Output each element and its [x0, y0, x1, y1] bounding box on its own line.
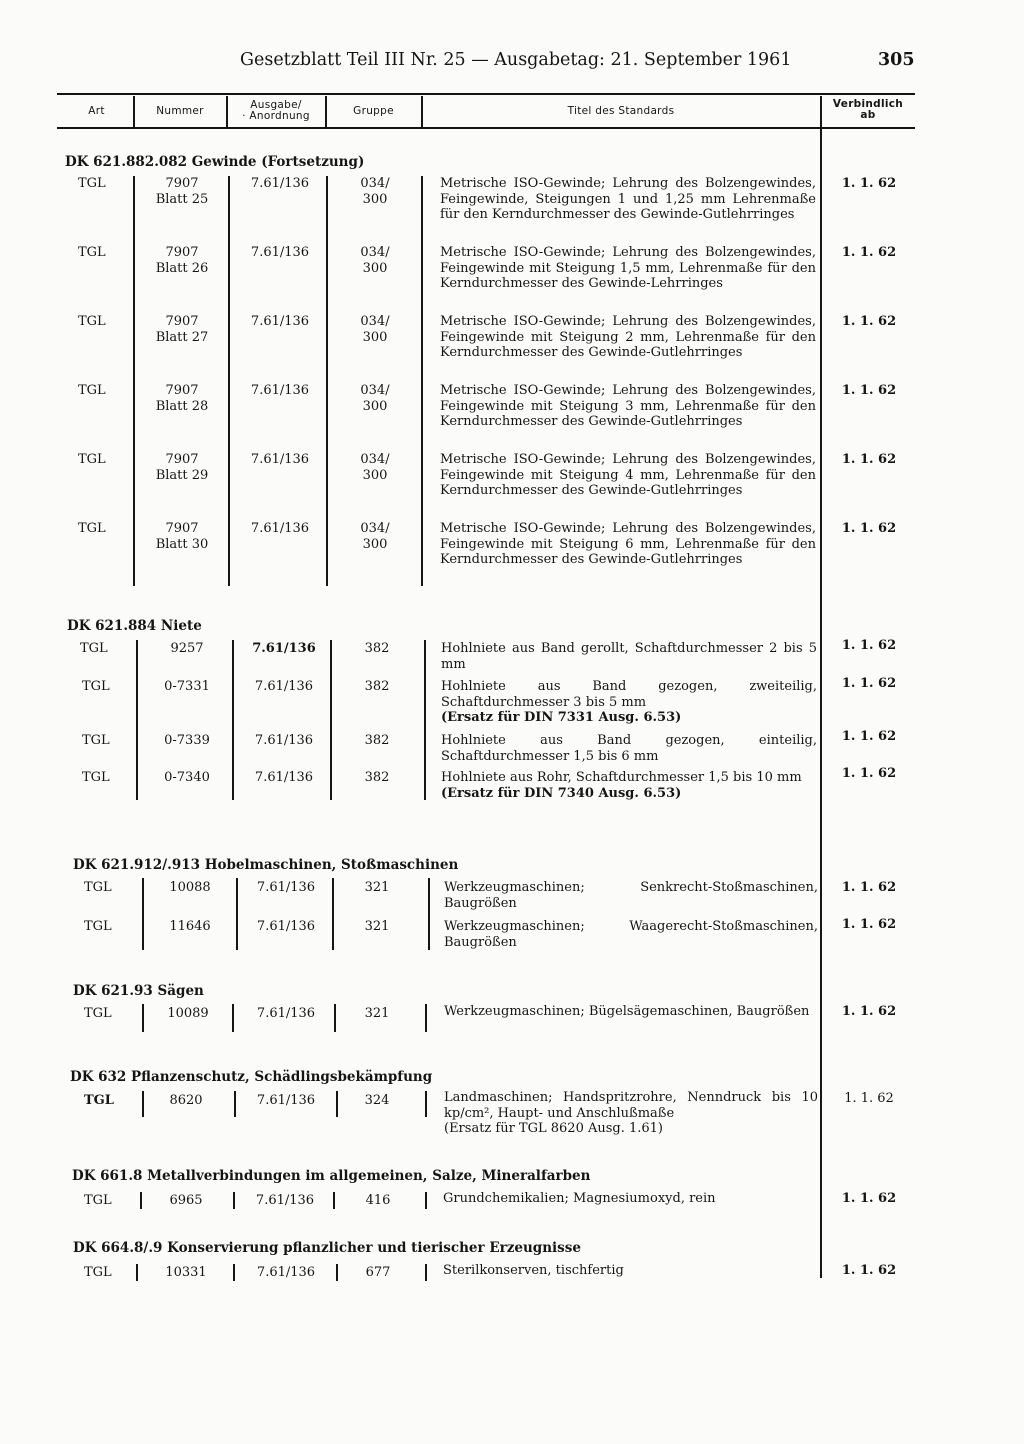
table-row-title: Grundchemikalien; Magnesiumoxyd, rein — [443, 1191, 716, 1206]
gruppe-value-2: 300 — [362, 191, 388, 207]
table-row-verbindlich: 1. 1. 62 — [841, 1004, 897, 1019]
blatt-value: Blatt 29 — [155, 467, 209, 483]
table-row-ausgabe: 7.61/136 — [254, 770, 314, 785]
table-row-art: TGL — [78, 314, 106, 329]
table-row-verbindlich: 1. 1. 62 — [841, 521, 897, 536]
section-heading: DK 664.8/.9 Konservierung pflanzlicher und tierischer Erzeugnisse — [73, 1240, 581, 1256]
table-row-nummer — [140, 245, 224, 276]
table-row-gruppe — [340, 521, 410, 552]
table-row-gruppe — [340, 245, 410, 276]
nummer-value: 7907 — [165, 452, 199, 467]
column-bar — [142, 878, 144, 950]
gruppe-value: 034/ — [360, 521, 390, 536]
table-row-title: Werkzeugmaschinen; Waagerecht-Stoßmaschinen, Baugrößen — [444, 919, 818, 950]
table-row-replacement-note: (Ersatz für DIN 7331 Ausg. 6.53) — [441, 710, 682, 725]
table-row-title: Metrische ISO-Gewinde; Lehrung des Bolzengewindes, Feingewinde mit Steigung 1,5 mm, Lehrenmaße für den Kerndurchmesser des Gewinde-Lehrringes — [440, 245, 816, 291]
table-row-art: TGL — [78, 245, 106, 260]
column-header-ausgabe-line2: · Anordnung — [242, 110, 310, 122]
table-row-verbindlich: 1. 1. 62 — [841, 314, 897, 329]
table-row-art: TGL — [84, 1093, 114, 1108]
column-bar — [425, 1091, 427, 1117]
table-row-gruppe — [340, 452, 410, 483]
table-row-art: TGL — [78, 383, 106, 398]
column-bar — [425, 1192, 427, 1209]
column-bar — [133, 176, 135, 586]
table-row-verbindlich: 1. 1. 62 — [841, 1191, 897, 1206]
blatt-value: Blatt 28 — [155, 398, 209, 414]
column-bar — [234, 1091, 236, 1117]
verbindlich-column-rule — [820, 128, 822, 1278]
table-row-ausgabe: 7.61/136 — [250, 245, 310, 260]
table-row-ausgabe: 7.61/136 — [256, 919, 316, 934]
table-row-art: TGL — [78, 521, 106, 536]
column-bar — [332, 878, 334, 950]
gruppe-value: 034/ — [360, 452, 390, 467]
gruppe-value: 034/ — [360, 383, 390, 398]
table-row-nummer — [140, 521, 224, 552]
table-row-gruppe: 382 — [364, 679, 390, 694]
column-header-art: Art — [88, 105, 105, 117]
column-bar — [233, 1192, 235, 1209]
table-row-ausgabe: 7.61/136 — [256, 1265, 316, 1280]
column-bar — [333, 1192, 335, 1209]
column-bar — [336, 1264, 338, 1281]
blatt-value: Blatt 27 — [155, 329, 209, 345]
page-number: 305 — [878, 50, 915, 70]
nummer-value: 7907 — [165, 245, 199, 260]
table-row-art: TGL — [84, 919, 112, 934]
section-heading: DK 632 Pflanzenschutz, Schädlingsbekämpfung — [70, 1069, 433, 1085]
table-row-verbindlich: 1. 1. 62 — [841, 245, 897, 260]
table-row-ausgabe: 7.61/136 — [252, 641, 316, 656]
column-bar — [421, 176, 423, 586]
blatt-value: Blatt 26 — [155, 260, 209, 276]
column-bar — [326, 176, 328, 586]
column-bar — [334, 1004, 336, 1032]
table-row-gruppe: 321 — [364, 880, 390, 895]
column-bar — [336, 1091, 338, 1117]
table-top-rule — [57, 93, 915, 95]
gruppe-value-2: 300 — [362, 398, 388, 414]
column-header-gruppe: Gruppe — [353, 105, 394, 117]
nummer-value: 7907 — [165, 521, 199, 536]
table-row-title: Metrische ISO-Gewinde; Lehrung des Bolzengewindes, Feingewinde, Steigungen 1 und 1,25 mm Lehrenmaße für den Kerndurchmesser des Gewinde-Gutlehrringes — [440, 176, 816, 222]
table-row-title-group — [444, 1090, 818, 1137]
table-row-ausgabe: 7.61/136 — [254, 733, 314, 748]
table-row-art: TGL — [82, 679, 110, 694]
table-row-nummer: 0-7339 — [164, 733, 210, 748]
column-header-ausgabe-line1: Ausgabe/ — [250, 99, 302, 111]
table-row-verbindlich: 1. 1. 62 — [841, 766, 897, 781]
table-row-art: TGL — [84, 1193, 112, 1208]
table-row-ausgabe: 7.61/136 — [250, 383, 310, 398]
table-row-nummer: 10089 — [167, 1006, 209, 1021]
table-row-ausgabe: 7.61/136 — [256, 880, 316, 895]
table-row-verbindlich: 1. 1. 62 — [841, 176, 897, 191]
table-row-art: TGL — [78, 452, 106, 467]
gruppe-value-2: 300 — [362, 467, 388, 483]
table-row-nummer — [140, 314, 224, 345]
section-heading: DK 621.882.082 Gewinde (Fortsetzung) — [65, 154, 365, 170]
column-header-ausgabe — [228, 100, 324, 122]
table-row-gruppe — [340, 314, 410, 345]
table-row-nummer: 10088 — [169, 880, 211, 895]
table-row-nummer — [140, 452, 224, 483]
column-bar — [428, 878, 430, 950]
section-heading: DK 621.93 Sägen — [73, 983, 204, 999]
column-bar — [424, 640, 426, 800]
table-row-ausgabe: 7.61/136 — [250, 176, 310, 191]
section-heading: DK 661.8 Metallverbindungen im allgemeinen, Salze, Mineralfarben — [72, 1168, 591, 1184]
table-row-verbindlich: 1. 1. 62 — [841, 1263, 897, 1278]
table-row-art: TGL — [80, 641, 108, 656]
nummer-value: 7907 — [165, 314, 199, 329]
table-row-ausgabe: 7.61/136 — [255, 1193, 315, 1208]
table-row-title: Hohlniete aus Band gerollt, Schaftdurchmesser 2 bis 5 mm — [441, 641, 817, 672]
table-row-verbindlich: 1. 1. 62 — [841, 676, 897, 691]
table-row-verbindlich: 1. 1. 62 — [841, 383, 897, 398]
table-row-nummer: 0-7331 — [164, 679, 210, 694]
gruppe-value-2: 300 — [362, 536, 388, 552]
table-row-ausgabe: 7.61/136 — [250, 314, 310, 329]
table-row-title: Metrische ISO-Gewinde; Lehrung des Bolzengewindes, Feingewinde mit Steigung 4 mm, Lehrenmaße für den Kerndurchmesser des Gewinde-Gutlehrringes — [440, 452, 816, 498]
table-row-art: TGL — [78, 176, 106, 191]
section-heading: DK 621.884 Niete — [67, 618, 202, 634]
column-bar — [136, 640, 138, 800]
table-row-verbindlich: 1. 1. 62 — [841, 638, 897, 653]
table-row-gruppe: 382 — [364, 733, 390, 748]
table-row-nummer: 11646 — [169, 919, 211, 934]
table-row-art: TGL — [82, 770, 110, 785]
table-row-gruppe: 416 — [365, 1193, 391, 1208]
table-row-title: Landmaschinen; Handspritzrohre, Nenndruck bis 10 kp/cm², Haupt- und Anschlußmaße — [444, 1090, 818, 1121]
table-row-art: TGL — [82, 733, 110, 748]
gruppe-value-2: 300 — [362, 260, 388, 276]
gruppe-value-2: 300 — [362, 329, 388, 345]
gruppe-value: 034/ — [360, 314, 390, 329]
table-row-nummer: 6965 — [169, 1193, 203, 1208]
table-row-gruppe: 382 — [364, 770, 390, 785]
column-bar — [142, 1004, 144, 1032]
table-head-rule — [57, 127, 915, 129]
section-heading: DK 621.912/.913 Hobelmaschinen, Stoßmaschinen — [73, 857, 459, 873]
table-row-title: Werkzeugmaschinen; Senkrecht-Stoßmaschinen, Baugrößen — [444, 880, 818, 911]
gruppe-value: 034/ — [360, 176, 390, 191]
nummer-value: 7907 — [165, 176, 199, 191]
table-row-title: Hohlniete aus Band gezogen, einteilig, Schaftdurchmesser 1,5 bis 6 mm — [441, 733, 817, 764]
table-row-title: Werkzeugmaschinen; Bügelsägemaschinen, Baugrößen — [444, 1004, 810, 1019]
nummer-value: 7907 — [165, 383, 199, 398]
table-row-verbindlich: 1. 1. 62 — [841, 452, 897, 467]
table-row-ausgabe: 7.61/136 — [250, 452, 310, 467]
table-row-title-group — [441, 770, 817, 801]
table-row-title: Hohlniete aus Rohr, Schaftdurchmesser 1,5 bis 10 mm — [441, 770, 802, 785]
table-row-title: Metrische ISO-Gewinde; Lehrung des Bolzengewindes, Feingewinde mit Steigung 3 mm, Lehrenmaße für den Kerndurchmesser des Gewinde-Gutlehrringes — [440, 383, 816, 429]
table-row-art: TGL — [84, 880, 112, 895]
table-row-gruppe: 324 — [364, 1093, 390, 1108]
table-row-title: Metrische ISO-Gewinde; Lehrung des Bolzengewindes, Feingewinde mit Steigung 2 mm, Lehrenmaße für den Kerndurchmesser des Gewinde-Gutlehrringes — [440, 314, 816, 360]
column-bar — [233, 1264, 235, 1281]
page-header-title: Gesetzblatt Teil III Nr. 25 — Ausgabetag: 21. September 1961 — [240, 50, 792, 70]
column-bar — [232, 640, 234, 800]
column-header-verbindlich-line1: Verbindlich — [832, 98, 904, 110]
table-row-art: TGL — [84, 1265, 112, 1280]
table-row-nummer: 8620 — [169, 1093, 203, 1108]
table-row-ausgabe: 7.61/136 — [250, 521, 310, 536]
blatt-value: Blatt 30 — [155, 536, 209, 552]
table-row-gruppe: 321 — [364, 919, 390, 934]
column-bar — [425, 1004, 427, 1032]
table-row-gruppe: 382 — [364, 641, 390, 656]
gruppe-value: 034/ — [360, 245, 390, 260]
table-row-title: Metrische ISO-Gewinde; Lehrung des Bolzengewindes, Feingewinde mit Steigung 6 mm, Lehrenmaße für den Kerndurchmesser des Gewinde-Gutlehrringes — [440, 521, 816, 567]
table-row-verbindlich: 1. 1. 62 — [841, 729, 897, 744]
table-row-nummer: 10331 — [165, 1265, 207, 1280]
column-header-verbindlich-line2: ab — [860, 109, 876, 121]
column-bar — [136, 1264, 138, 1281]
column-bar — [232, 1004, 234, 1032]
table-row-title: Sterilkonserven, tischfertig — [443, 1263, 624, 1278]
table-row-verbindlich: 1. 1. 62 — [841, 880, 897, 895]
table-row-nummer: 9257 — [170, 641, 204, 656]
column-header-titel: Titel des Standards — [567, 105, 675, 117]
column-bar — [228, 176, 230, 586]
column-header-verbindlich — [822, 99, 914, 121]
column-bar — [142, 1091, 144, 1117]
column-bar — [425, 1264, 427, 1281]
table-row-verbindlich: 1. 1. 62 — [844, 1091, 894, 1106]
table-row-nummer: 0-7340 — [164, 770, 210, 785]
table-row-gruppe — [340, 176, 410, 207]
blatt-value: Blatt 25 — [155, 191, 209, 207]
table-row-title: Hohlniete aus Band gezogen, zweiteilig, Schaftdurchmesser 3 bis 5 mm — [441, 679, 817, 710]
table-row-nummer — [140, 383, 224, 414]
table-row-verbindlich: 1. 1. 62 — [841, 917, 897, 932]
table-row-gruppe: 321 — [364, 1006, 390, 1021]
column-bar — [140, 1192, 142, 1209]
table-row-art: TGL — [84, 1006, 112, 1021]
table-row-title-group — [441, 679, 817, 726]
table-row-nummer — [140, 176, 224, 207]
table-row-ausgabe: 7.61/136 — [256, 1006, 316, 1021]
table-row-replacement-note: (Ersatz für TGL 8620 Ausg. 1.61) — [444, 1121, 664, 1136]
table-row-gruppe: 677 — [365, 1265, 391, 1280]
column-header-nummer: Nummer — [156, 105, 204, 117]
column-bar — [330, 640, 332, 800]
table-row-ausgabe: 7.61/136 — [256, 1093, 316, 1108]
table-row-ausgabe: 7.61/136 — [254, 679, 314, 694]
table-row-replacement-note: (Ersatz für DIN 7340 Ausg. 6.53) — [441, 785, 682, 801]
column-bar — [236, 878, 238, 950]
table-row-gruppe — [340, 383, 410, 414]
